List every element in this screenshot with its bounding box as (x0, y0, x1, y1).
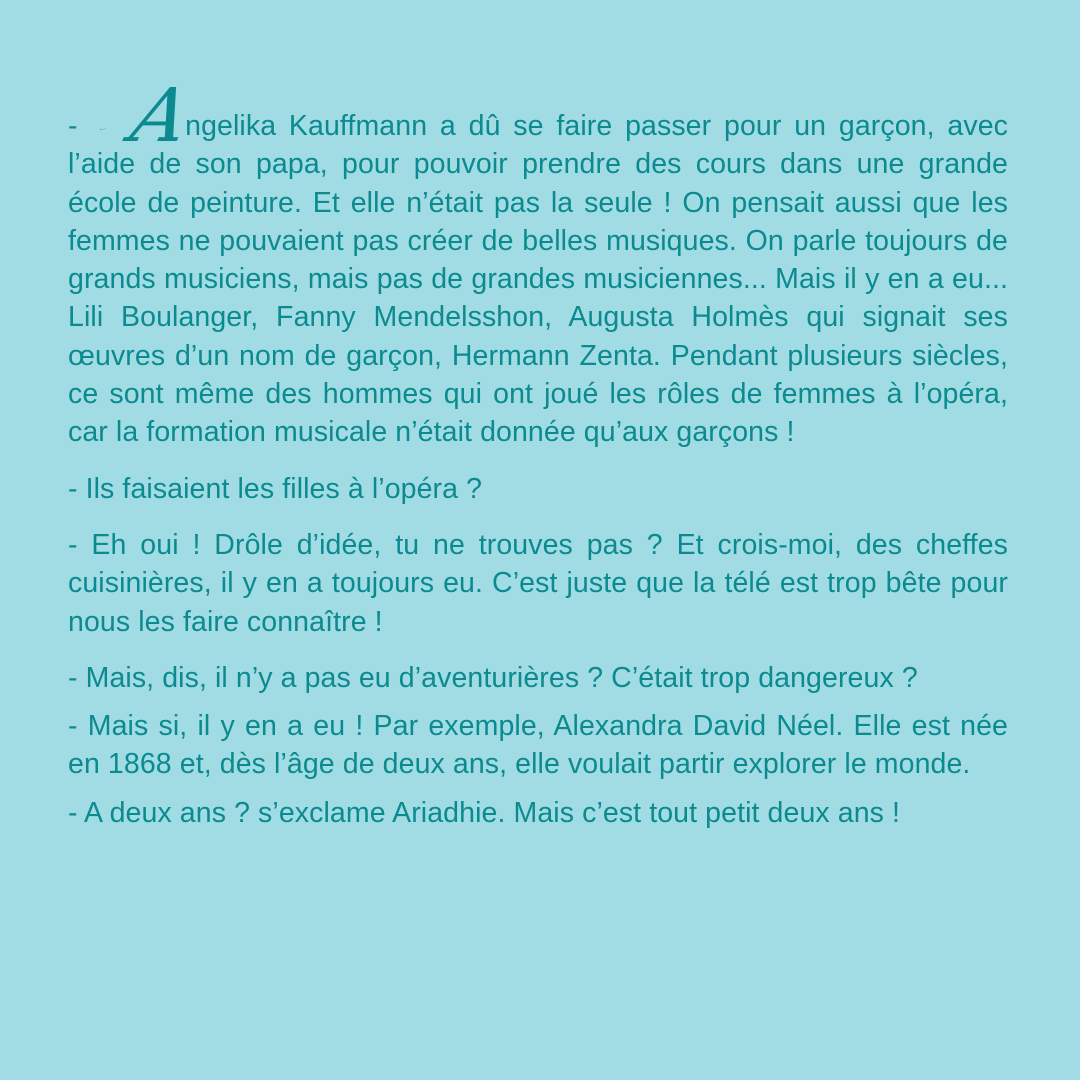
paragraph-angelika (68, 73, 1008, 452)
paragraph-aventurieres-question: - Mais, dis, il n’y a pas eu d’aventurières ? C’était trop dangereux ? (68, 661, 918, 694)
paragraph-text: ngelika Kauffmann a dû se faire passer pour un garçon, avec l’aide de son papa, pour pouvoir prendre des cours dans une grande école de peinture. Et elle n’était pas la seule ! On pensait aussi que les femmes ne pouvaient pas créer de belles musiques. On parle toujours de grands musiciens, mais pas de grandes musiciennes... Mais il y en a eu... Lili Boulanger, Fanny Mendelsshon, Augusta Holmès qui signait ses œuvres d’un nom de garçon, Hermann Zenta. Pendant plusieurs siècles, ce sont même des hommes qui ont joué les rôles de femmes à l’opéra, car la formation musicale n’était donnée qu’aux garçons ! (68, 110, 1008, 449)
paragraph-david-neel: - Mais si, il y en a eu ! Par exemple, Alexandra David Néel. Elle est née en 1868 et, dès l’âge de deux ans, elle voulait partir explorer le monde. (68, 710, 1008, 781)
paragraph-deux-ans: - A deux ans ? s’exclame Ariadhie. Mais c’est tout petit deux ans ! (68, 796, 901, 829)
drop-cap-flourish-icon (86, 128, 120, 130)
dialogue-dash: - (68, 110, 78, 142)
drop-cap-letter: A (122, 73, 198, 159)
paragraph-opera-question: - Ils faisaient les filles à l’opéra ? (68, 472, 483, 505)
story-page (68, 73, 1008, 832)
paragraph-cheffes: - Eh oui ! Drôle d’idée, tu ne trouves pas ? Et crois-moi, des cheffes cuisinières, il y en a toujours eu. C’est juste que la télé est trop bête pour nous les faire connaître ! (68, 528, 1008, 638)
